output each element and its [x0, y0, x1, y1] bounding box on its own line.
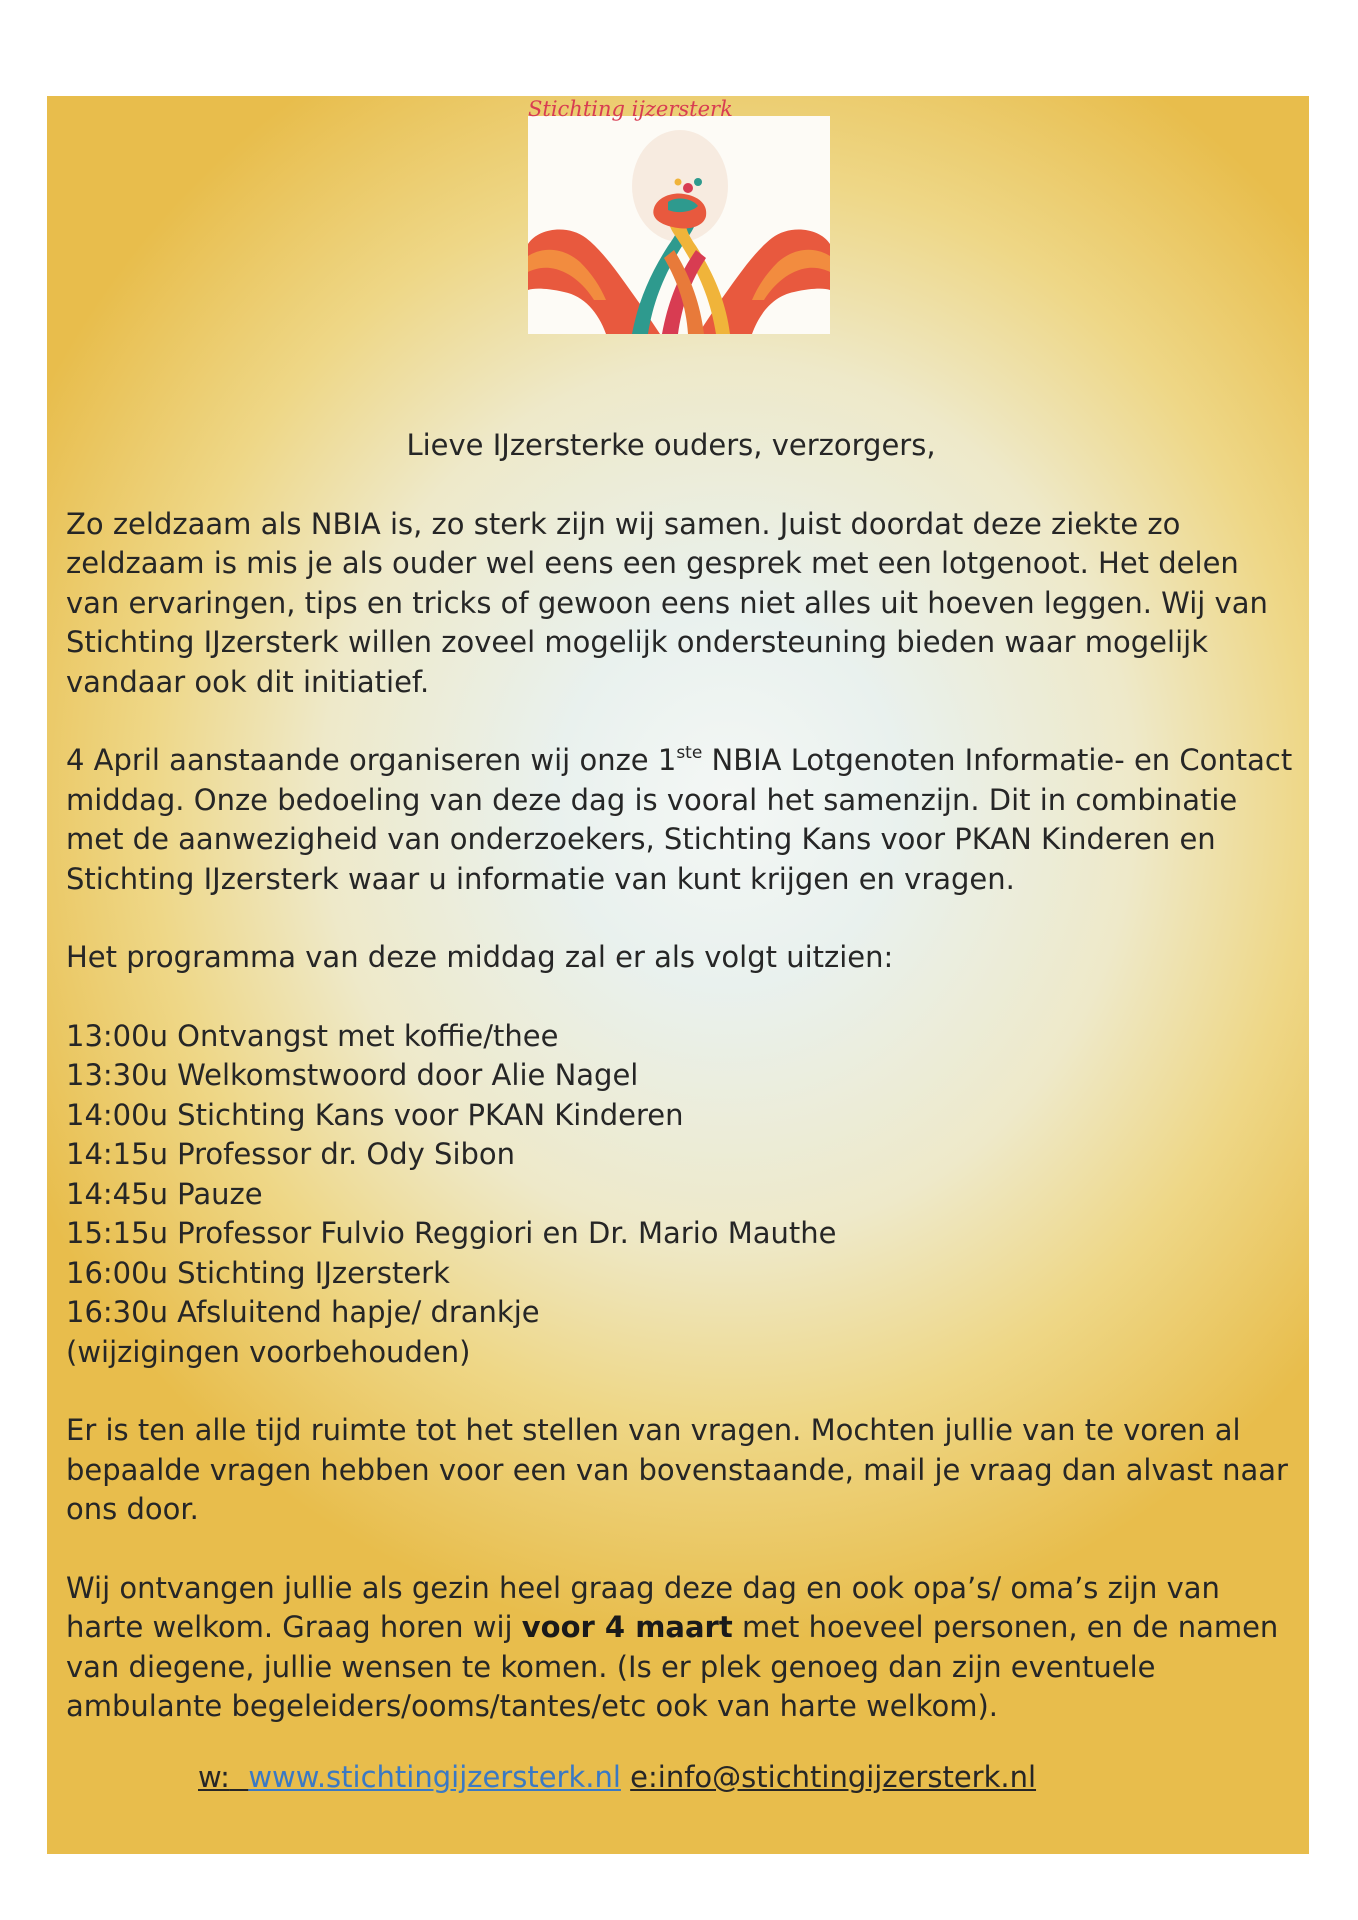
stichting-ijzersterk-logo — [528, 97, 830, 334]
schedule-item: 13:00u Ontvangst met koffie/thee — [66, 1018, 559, 1053]
schedule-item: 16:00u Stichting IJzersterk — [66, 1255, 450, 1290]
arm-wrestling-hands-logo-icon — [528, 97, 830, 334]
schedule-item: 14:45u Pauze — [66, 1176, 263, 1211]
letter-greeting: Lieve IJzersterke ouders, verzorgers, — [406, 428, 936, 462]
event-paragraph — [66, 741, 1296, 899]
welcome-text-part2: met hoeveel personen, en de namen van diegene, jullie wensen te komen. (Is er plek genoeg dan zijn eventuele ambulante begeleiders/ooms/tantes/etc ook van harte welkom). — [66, 1610, 1279, 1723]
schedule-item: 14:15u Professor dr. Ody Sibon — [66, 1137, 516, 1171]
email-link[interactable]: e:info@stichtingijzersterk.nl — [630, 1760, 1037, 1794]
program-intro: Het programma van deze middag zal er als volgt uitzien: — [66, 940, 894, 974]
rsvp-deadline: voor 4 maart — [521, 1610, 733, 1644]
schedule-item: 16:30u Afsluitend hapje/ drankje — [66, 1295, 540, 1329]
event-text-part2: NBIA Lotgenoten Informatie- en Contact middag. Onze bedoeling van deze dag is vooral het samenzijn. Dit in combinatie met de aanwezigheid van onderzoekers, Stichting Kans voor PKAN Kinderen en Stichting IJzersterk waar u informatie van kunt krijgen en vragen. — [66, 743, 1293, 896]
letter-body — [66, 426, 1296, 1766]
welcome-text-part1: Wij ontvangen jullie als gezin heel graag deze dag en ook opa’s/ oma’s zijn van harte welkom. Graag horen wij — [66, 1570, 1220, 1644]
website-link[interactable]: www.stichtingijzersterk.nl — [248, 1760, 621, 1794]
contact-footer — [198, 1760, 1036, 1794]
event-text-part1: 4 April aanstaande organiseren wij onze 1 — [66, 743, 677, 777]
welcome-paragraph — [66, 1569, 1296, 1727]
questions-paragraph: Er is ten alle tijd ruimte tot het stellen van vragen. Mochten jullie van te voren al bepaalde vragen hebben voor een van bovenstaande, mail je vraag dan alvast naar ons door. — [66, 1413, 1288, 1526]
web-spacer — [230, 1760, 248, 1794]
web-prefix: w: — [198, 1760, 230, 1794]
schedule-note: (wijzigingen voorbehouden) — [66, 1334, 471, 1369]
logo-text: Stichting ijzersterk — [528, 97, 733, 121]
intro-paragraph: Zo zeldzaam als NBIA is, zo sterk zijn wij samen. Juist doordat deze ziekte zo zeldzaam is mis je als ouder wel eens een gesprek met een lotgenoot. Het delen van ervaringen, tips en tricks of gewoon eens niet alles uit hoeven leggen. Wij van Stichting IJzersterk willen zoveel mogelijk ondersteuning bieden waar mogelijk vandaar ook dit initiatief. — [66, 506, 1268, 699]
schedule-item: 14:00u Stichting Kans voor PKAN Kinderen — [66, 1097, 684, 1132]
schedule-list — [66, 1017, 1296, 1373]
schedule-item: 15:15u Professor Fulvio Reggiori en Dr. Mario Mauthe — [66, 1216, 837, 1250]
event-superscript: ste — [676, 743, 703, 763]
schedule-item: 13:30u Welkomstwoord door Alie Nagel — [66, 1058, 639, 1092]
